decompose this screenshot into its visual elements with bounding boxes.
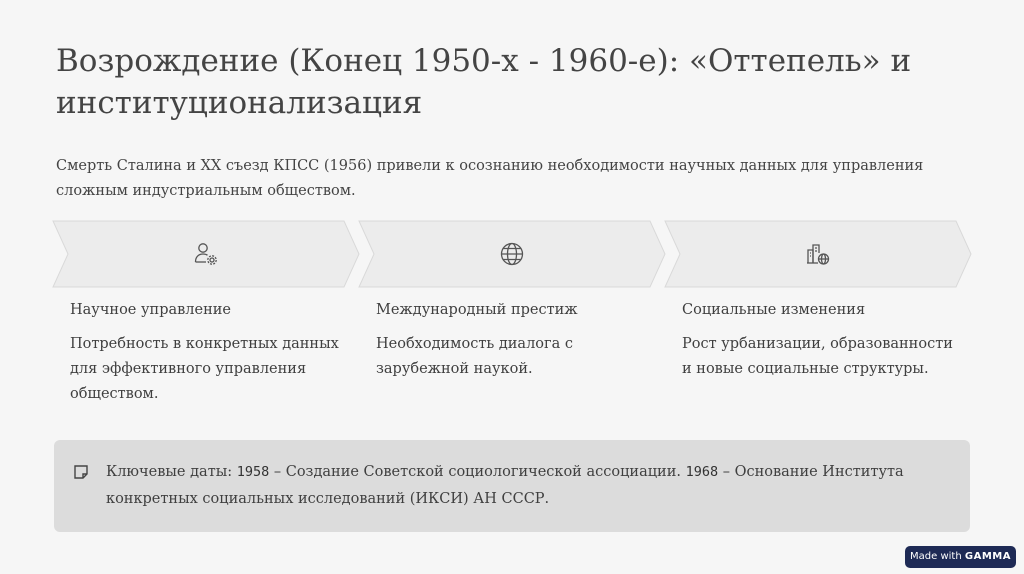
column-heading: Социальные изменения	[682, 302, 866, 318]
note-icon	[73, 464, 89, 480]
callout-year-1: 1958	[236, 464, 270, 480]
column-heading: Международный престиж	[376, 302, 578, 318]
chevron-step-1	[52, 220, 358, 286]
chevron-step-3	[664, 220, 970, 286]
city-globe-icon	[805, 241, 831, 267]
page-title: Возрождение (Конец 1950-х - 1960-е): «Оттепель» и институционализация	[56, 43, 912, 121]
badge-brand: GAMMA	[964, 551, 1011, 562]
callout-year-2: 1968	[685, 464, 719, 480]
column-scientific-management	[70, 298, 350, 407]
callout-event-2: – Основание Института конкретных социальных исследований (ИКСИ) АН СССР.	[106, 464, 904, 507]
intro-paragraph: Смерть Сталина и XX съезд КПСС (1956) привели к осознанию необходимости научных данных для управления сложным индустриальным обществом.	[56, 158, 924, 199]
user-gear-icon	[193, 241, 219, 267]
process-chevrons	[0, 220, 1024, 288]
callout-text	[106, 459, 956, 513]
column-social-changes	[682, 298, 962, 382]
column-international-prestige	[376, 298, 656, 382]
key-dates-callout	[54, 440, 970, 532]
globe-icon	[499, 241, 525, 267]
callout-event-1: – Создание Советской социологической ассоциации.	[269, 464, 686, 480]
column-text: Потребность в конкретных данных для эффективного управления обществом.	[70, 336, 339, 402]
callout-prefix: Ключевые даты:	[106, 464, 237, 480]
column-text: Рост урбанизации, образованности и новые социальные структуры.	[682, 336, 953, 377]
column-heading: Научное управление	[70, 302, 231, 318]
badge-label: Made with	[910, 551, 965, 562]
made-with-gamma-badge[interactable]	[905, 546, 1016, 568]
column-text: Необходимость диалога с зарубежной наукой.	[376, 336, 573, 377]
chevron-step-2	[358, 220, 664, 286]
